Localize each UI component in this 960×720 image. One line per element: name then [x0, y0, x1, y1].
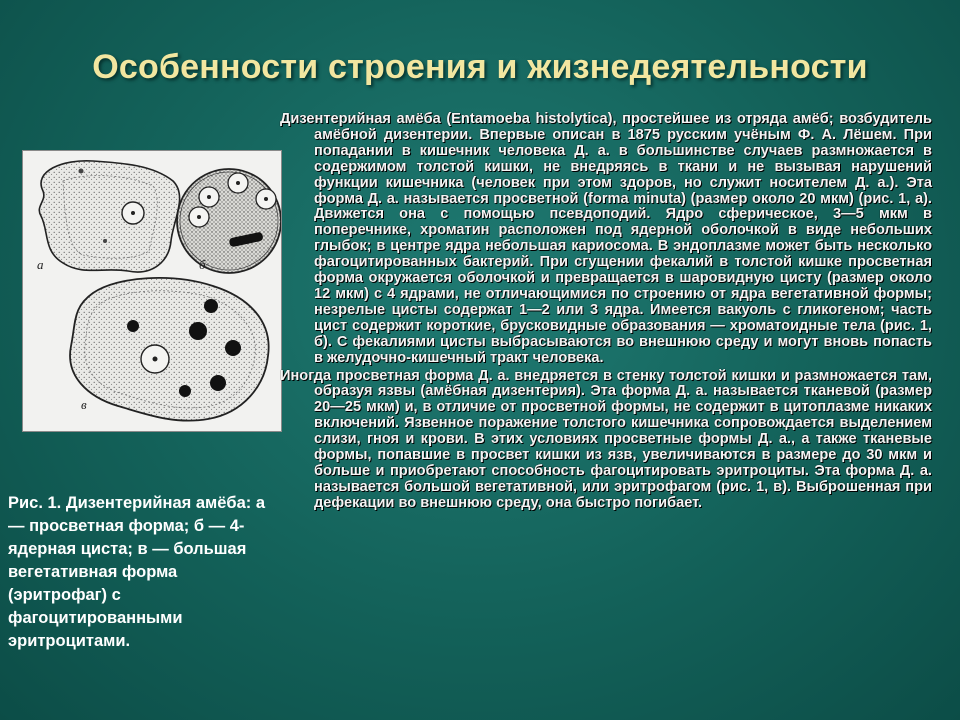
amoeba-illustration: [22, 150, 282, 432]
paragraph-2: Иногда просветная форма Д. а. внедряется в стенку толстой кишки и размножается там, образуя язвы (амёбная дизентерия). Эта форма Д. а. называется тканевой (размер 20—25 мкм) и, в отличие от просветной формы, не содержит в цитоплазме никаких включений. Язвенное поражение толстого кишечника сопровождается выделением слизи, гноя и крови. В этих условиях просветные формы Д. а., а также тканевые формы, попавшие в просвет кишки из язв, увеличиваются в размере до 30 мкм и больше и приобретают способность фагоцитировать эритроциты. Эта форма Д. а. называется большой вегетативной, или эритрофагом (рис. 1, в). Выброшенная при дефекации во внешнюю среду, она быстро погибает.: [280, 367, 932, 511]
figure-label-b: б: [199, 257, 206, 272]
figure-label-c: в: [81, 397, 87, 412]
figure-label-a: а: [37, 257, 44, 272]
figure-b-cyst: [177, 169, 281, 273]
body-text: [280, 112, 932, 514]
figure-a-lumen-form: [39, 161, 179, 272]
slide-title: Особенности строения и жизнедеятельности: [92, 48, 868, 86]
figure-c-erythrophage: [70, 278, 269, 421]
figure-caption: Рис. 1. Дизентерийная амёба: а — просветная форма; б — 4-ядерная циста; в — большая вегетативная форма (эритрофаг) с фагоцитированными эритроцитами.: [8, 494, 266, 650]
paragraph-1: Дизентерийная амёба (Entamoeba histolytica), простейшее из отряда амёб; возбудитель амёбной дизентерии. Впервые описан в 1875 русским учёным Ф. А. Лёшем. При попадании в кишечник человека Д. а. в большинстве случаев размножается в содержимом толстой кишки, не внедряясь в ткани и не вызывая нарушений функции кишечника (человек при этом здоров, но служит носителем Д. а.). Эта форма Д. а. называется просветной (forma minuta) (размер около 20 мкм) (рис. 1, а). Движется она с помощью псевдоподий. Ядро сферическое, 3—5 мкм в поперечнике, хроматин расположен под ядерной оболочкой в виде небольших глыбок; в центре ядра небольшая кариосома. В эндоплазме может быть несколько фагоцитированных бактерий. При сгущении фекалий в толстой кишке просветная форма окружается оболочкой и превращается в шаровидную цисту (размер около 12 мкм) с 4 ядрами, не отличающимися по строению от ядра вегетативной формы; незрелые цисты содержат 1—2 или 3 ядра. Имеется вакуоль с гликогеном; часть цист содержит короткие, брусковидные образования — хроматоидные тела (рис. 1, б). С фекалиями цисты выбрасываются во внешнюю среду и могут вновь попасть в желудочно-кишечный тракт человека.: [280, 111, 932, 366]
